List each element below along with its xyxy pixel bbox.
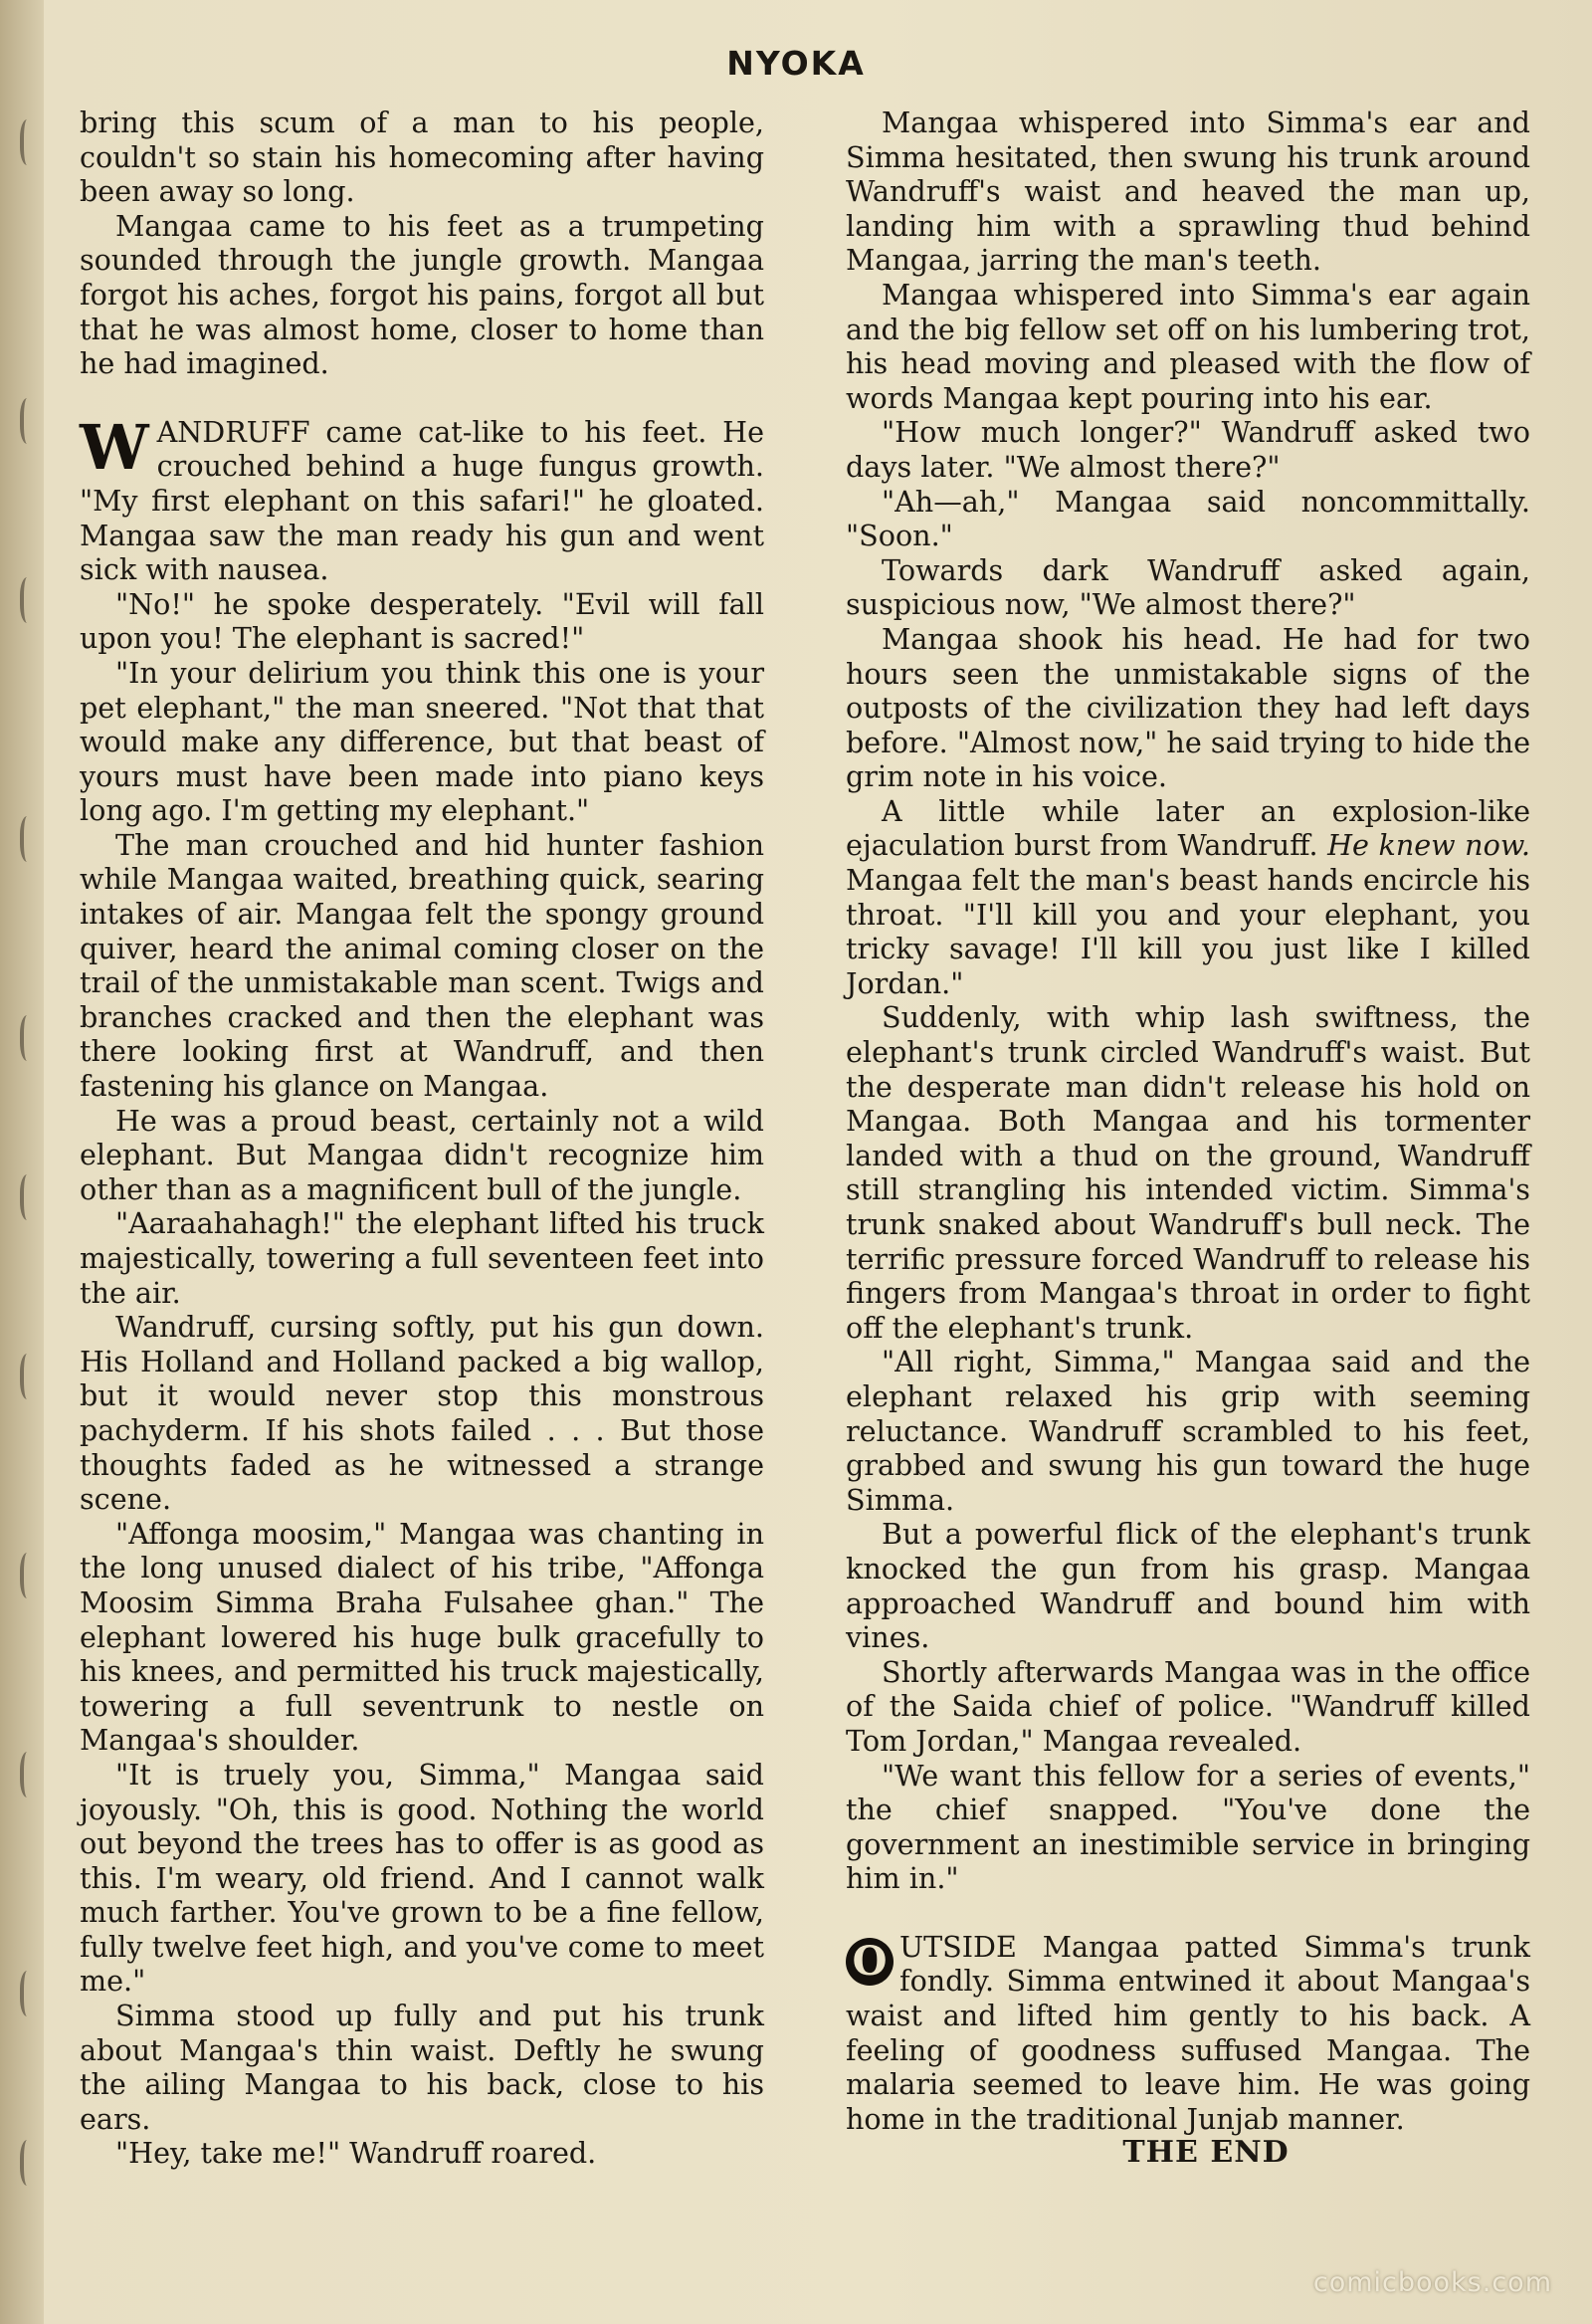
- binding-holes: [20, 0, 60, 2324]
- paragraph: "We want this fellow for a series of events," the chief snapped. "You've done the government an inestimible service in bringing him in.": [846, 1758, 1530, 1896]
- paragraph: Towards dark Wandruff asked again, suspicious now, "We almost there?": [846, 552, 1530, 622]
- paragraph: [846, 794, 1530, 1001]
- paragraph-text: ANDRUFF came cat-like to his feet. He crouched behind a huge fungus growth. "My first elephant on this safari!" he gloated. Mangaa saw the man ready his gun and went sick with nausea.: [80, 414, 764, 587]
- paragraph: Wandruff, cursing softly, put his gun down. His Holland and Holland packed a big wallop, but it would never stop this monstrous pachyderm. If his shots failed . . . But those thoughts faded as he witnessed a strange scene.: [80, 1310, 764, 1517]
- paragraph: Suddenly, with whip lash swiftness, the elephant's trunk circled Wandruff's waist. But the desperate man didn't release his hold on Mangaa. Both Mangaa and his tormenter landed with a thud on the ground, Wandruff still strangling his intended victim. Simma's trunk snaked about Wandruff's bull neck. The terrific pressure forced Wandruff to release his fingers from Mangaa's throat in order to fight off the elephant's trunk.: [846, 1000, 1530, 1345]
- drop-cap: W: [80, 410, 149, 484]
- paragraph: "Affonga moosim," Mangaa was chanting in the long unused dialect of his tribe, "Affonga Moosim Simma Braha Fulsahee ghan." The elephant lowered his huge bulk gracefully to his knees, and permitted his truck majestically, towering a full seventrunk to nestle on Mangaa's shoulder.: [80, 1516, 764, 1758]
- paragraph: "All right, Simma," Mangaa said and the elephant relaxed his grip with seeming reluctance. Wandruff scrambled to his feet, grabbed and swung his gun toward the huge Simma.: [846, 1345, 1530, 1517]
- paragraph-text: Mangaa felt the man's beast hands encircle his throat. "I'll kill you and your elephant, you tricky savage! I'll kill you just like I killed Jordan.": [846, 863, 1530, 1000]
- paragraph: bring this scum of a man to his people, couldn't so stain his homecoming after having been away so long.: [80, 106, 764, 209]
- drop-cap: O: [846, 1938, 894, 1986]
- paragraph: "Hey, take me!" Wandruff roared.: [115, 2136, 597, 2171]
- paragraph: Mangaa shook his head. He had for two hours seen the unmistakable signs of the outposts of the civilization they had left days before. "Almost now," he said trying to hide the grim note in his voice.: [846, 621, 1530, 794]
- paragraph: "Ah—ah," Mangaa said noncommittally. "Soon.": [846, 484, 1530, 553]
- left-column: [80, 106, 764, 2171]
- paragraph: Shortly afterwards Mangaa was in the office of the Saida chief of police. "Wandruff killed Tom Jordan," Mangaa revealed.: [846, 1654, 1530, 1758]
- right-column: [846, 106, 1530, 2171]
- paragraph: "Aaraahahagh!" the elephant lifted his truck majestically, towering a full seventeen feet into the air.: [80, 1206, 764, 1310]
- paragraph: Mangaa whispered into Simma's ear again and the big fellow set off on his lumbering trot, his head moving and pleased with the flow of words Mangaa kept pouring into his ear.: [846, 277, 1530, 415]
- paragraph: "No!" he spoke desperately. "Evil will fall upon you! The elephant is sacred!": [80, 586, 764, 656]
- emphasis-text: He knew now.: [1327, 828, 1530, 863]
- paragraph: The man crouched and hid hunter fashion while Mangaa waited, breathing quick, searing intakes of air. Mangaa felt the spongy ground quiver, heard the animal coming closer on the trail of the unmistakable man scent. Twigs and branches cracked and then the elephant was there looking first at Wandruff, and then fastening his glance on Mangaa.: [80, 827, 764, 1104]
- paragraph-text: A little while later an explosion-like ejaculation burst from Wandruff.: [846, 793, 1530, 863]
- section-paragraph: [846, 1930, 1530, 2137]
- paragraph-text: UTSIDE Mangaa patted Simma's trunk fondly. Simma entwined it about Mangaa's waist and lifted him gently to his back. A feeling of goodness suffused Mangaa. The malaria seemed to leave him. He was going home in the traditional Junjab manner.: [846, 1929, 1530, 2136]
- the-end-label: THE END: [1122, 2135, 1290, 2171]
- paragraph: "How much longer?" Wandruff asked two days later. "We almost there?": [846, 415, 1530, 484]
- section-paragraph: [80, 410, 764, 587]
- paragraph: Mangaa whispered into Simma's ear and Simma hesitated, then swung his trunk around Wandruff's waist and heaved the man up, landing him with a sprawling thud behind Mangaa, jarring the man's teeth.: [846, 106, 1530, 278]
- paragraph: "In your delirium you think this one is your pet elephant," the man sneered. "Not that that would make any difference, but that beast of yours must have been made into piano keys long ago. I'm getting my elephant.": [80, 655, 764, 828]
- paragraph: Simma stood up fully and put his trunk about Mangaa's thin waist. Deftly he swung the ailing Mangaa to his back, close to his ears.: [80, 1999, 764, 2136]
- watermark: comicbooks.com: [1312, 2267, 1552, 2298]
- paragraph: But a powerful flick of the elephant's trunk knocked the gun from his grasp. Mangaa approached Wandruff and bound him with vines.: [846, 1517, 1530, 1655]
- paragraph: "It is truely you, Simma," Mangaa said joyously. "Oh, this is good. Nothing the world out beyond the trees has to offer is as good as this. I'm weary, old friend. And I cannot walk much farther. You've grown to be a fine fellow, fully twelve feet high, and you've come to meet me.": [80, 1757, 764, 1999]
- paragraph: Mangaa came to his feet as a trumpeting sounded through the jungle growth. Mangaa forgot his aches, forgot his pains, forgot all but that he was almost home, closer to home than he had imagined.: [80, 208, 764, 381]
- page-title: NYOKA: [726, 44, 866, 83]
- paragraph: He was a proud beast, certainly not a wild elephant. But Mangaa didn't recognize him other than as a magnificent bull of the jungle.: [80, 1103, 764, 1206]
